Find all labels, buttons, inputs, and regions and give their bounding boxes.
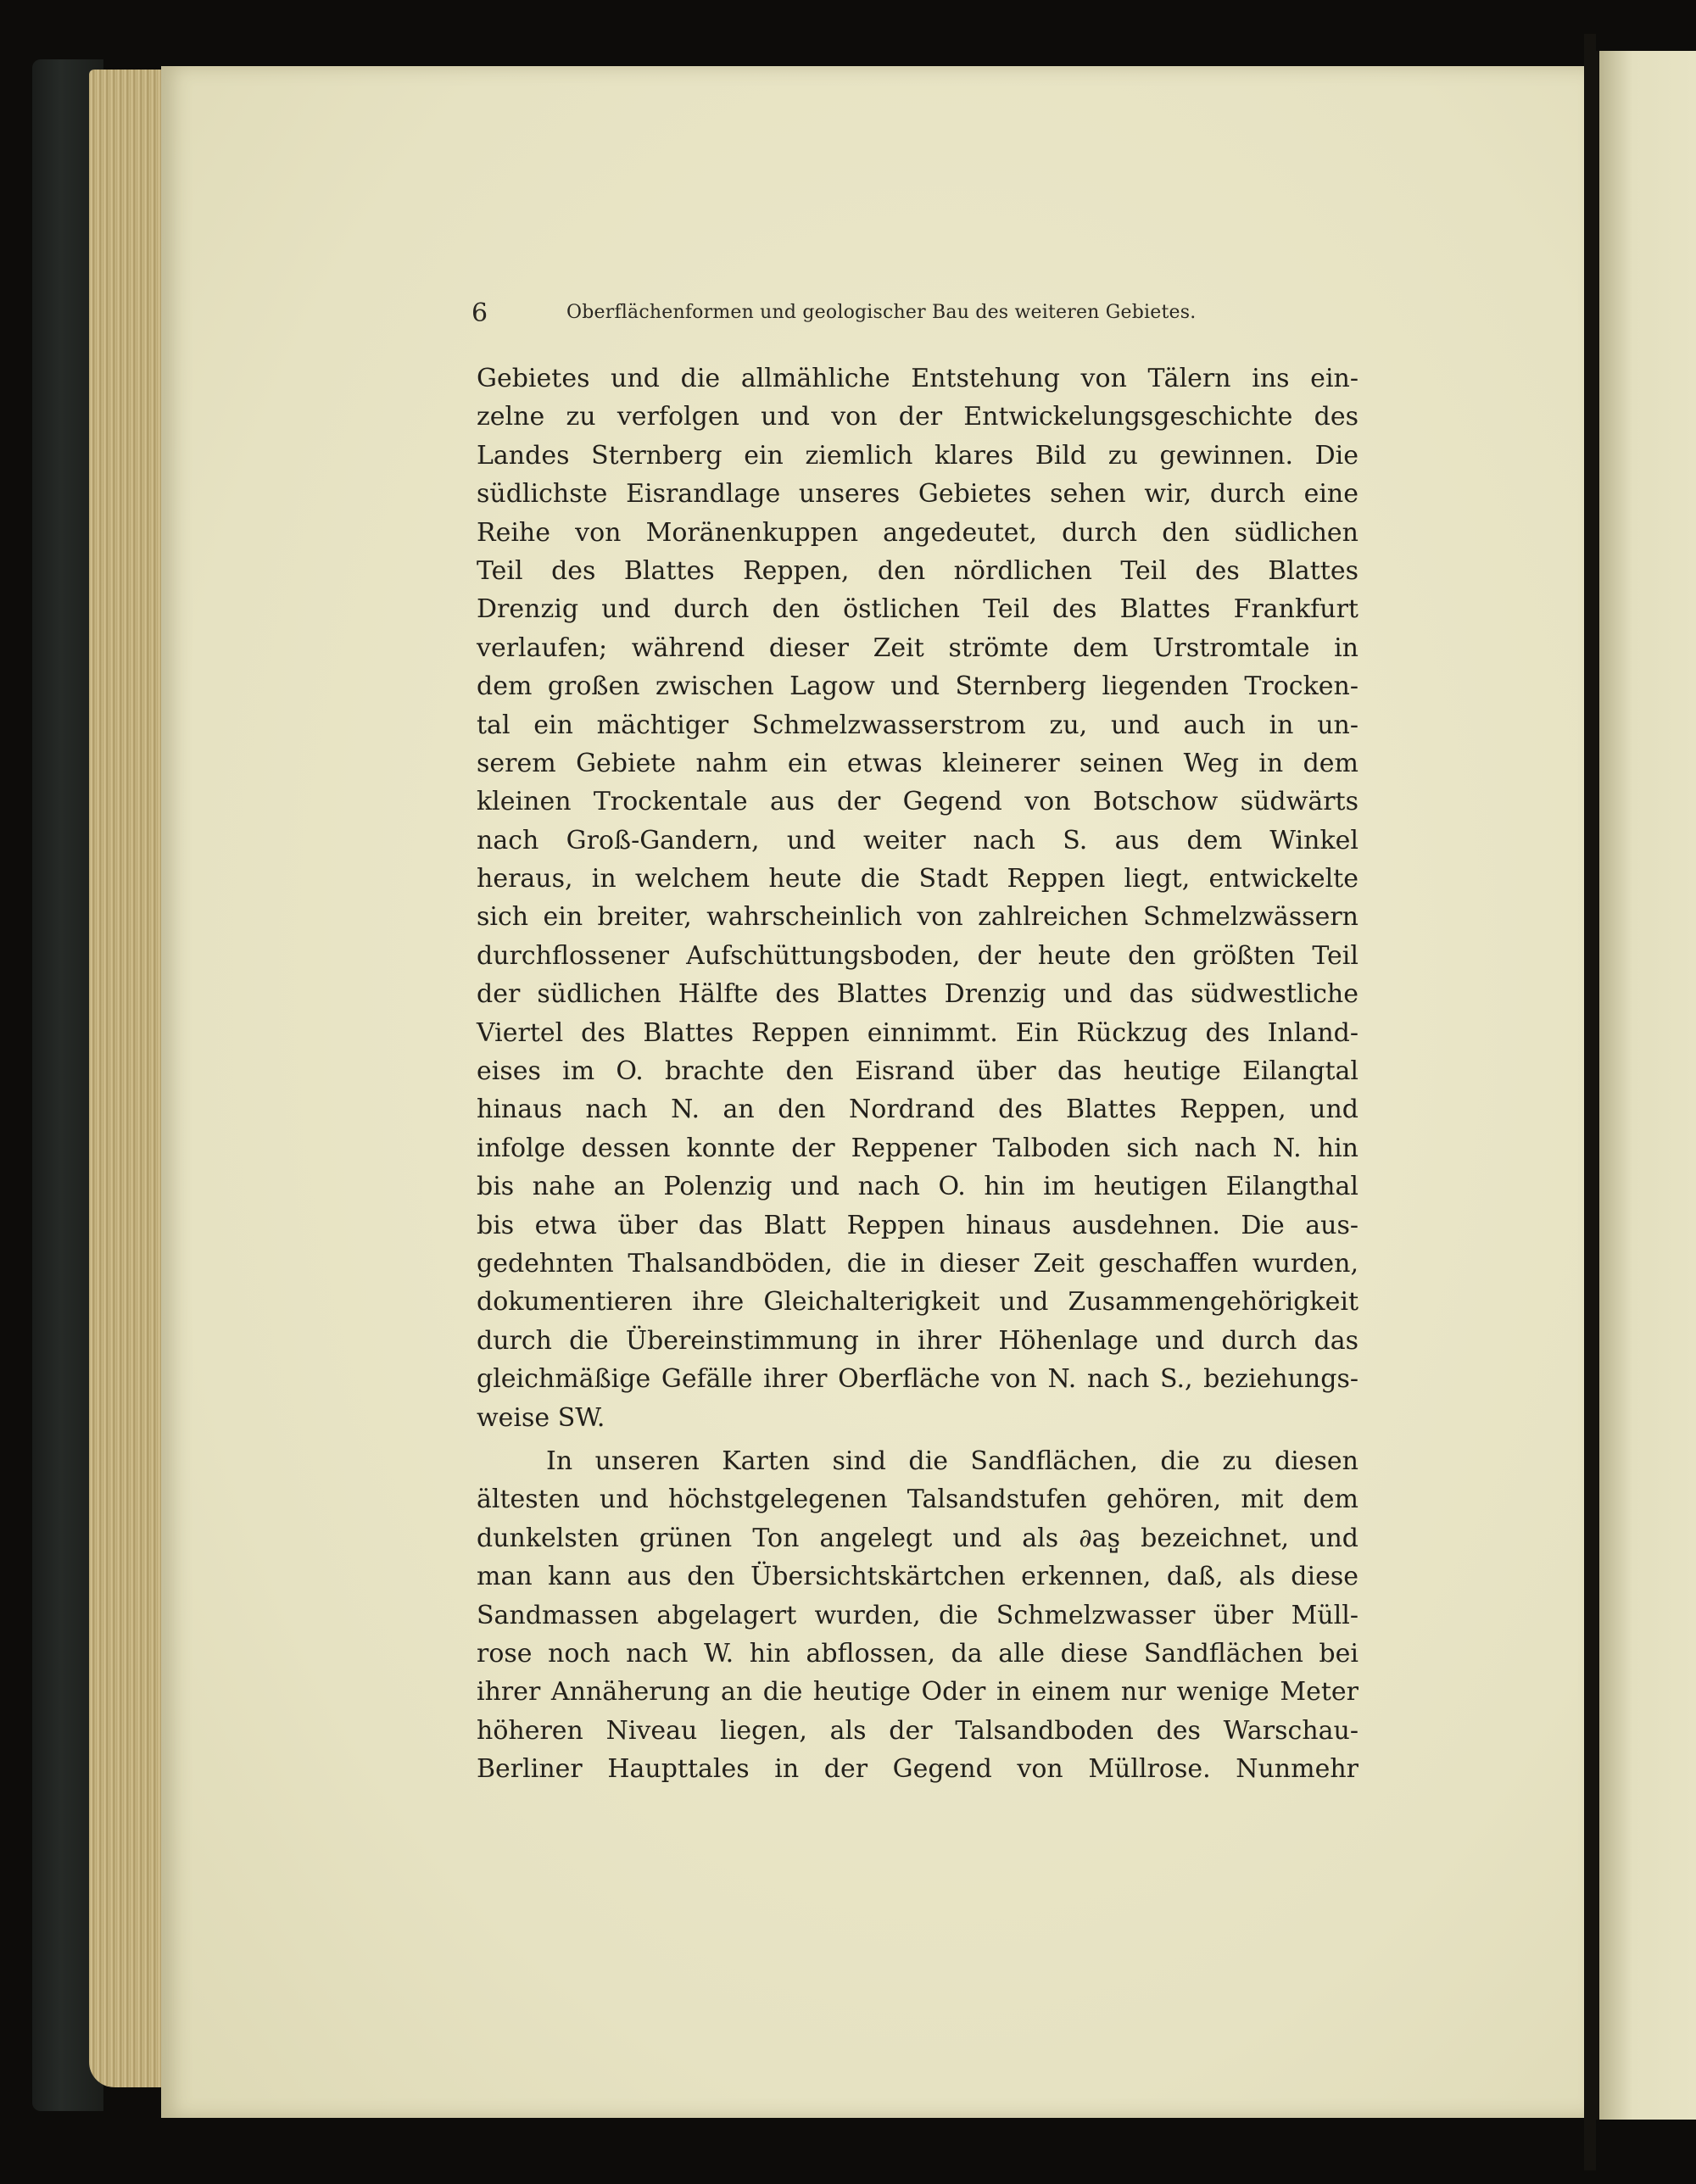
text-line: Sandmassen abgelagert wurden, die Schmelzwasser über Müll-	[477, 1600, 1358, 1630]
text-line: Gebietes und die allmähliche Entstehung von Tälern ins ein-	[477, 364, 1358, 393]
text-line: tal ein mächtiger Schmelzwasserstrom zu, und auch in un-	[477, 710, 1358, 740]
running-title: Oberflächenformen und geologischer Bau des weiteren Gebietes.	[566, 302, 1197, 323]
text-line: südlichste Eisrandlage unseres Gebietes sehen wir, durch eine	[477, 479, 1358, 510]
text-line: ältesten und höchstgelegenen Talsandstufen gehören, mit dem	[477, 1485, 1358, 1515]
text-line: nach Groß-Gandern, und weiter nach S. aus dem Winkel	[477, 825, 1358, 855]
text-line: dokumentieren ihre Gleichalterigkeit und Zusammengehörigkeit	[477, 1287, 1358, 1318]
text-line: Berliner Haupttales in der Gegend von Müllrose. Nunmehr	[477, 1754, 1358, 1785]
text-line: eises im O. brachte den Eisrand über das heutige Eilangtal	[477, 1056, 1358, 1087]
text-line: gleichmäßige Gefälle ihrer Oberfläche von N. nach S., beziehungs-	[477, 1364, 1358, 1395]
text-line: Viertel des Blattes Reppen einnimmt. Ein Rückzug des Inland-	[477, 1017, 1358, 1048]
text-line: kleinen Trockentale aus der Gegend von Botschow südwärts	[477, 787, 1358, 817]
text-line: man kann aus den Übersichtskärtchen erkennen, daß, als diese	[477, 1562, 1358, 1592]
text-line: Drenzig und durch den östlichen Teil des Blattes Frankfurt	[477, 594, 1358, 625]
text-line: bis nahe an Polenzig und nach O. hin im heutigen Eilangthal	[477, 1172, 1358, 1202]
paragraph-1	[477, 359, 1358, 1437]
text-line: Teil des Blattes Reppen, den nördlichen Teil des Blattes	[477, 555, 1358, 586]
page-edges	[89, 70, 167, 2087]
text-line: infolge dessen konnte der Reppener Talboden sich nach N. hin	[477, 1133, 1358, 1163]
page-header	[471, 298, 1260, 332]
text-line: heraus, in welchem heute die Stadt Reppen liegt, entwickelte	[477, 864, 1358, 894]
text-line: serem Gebiete nahm ein etwas kleinerer seinen Weg in dem	[477, 748, 1358, 778]
text-line: durchflossener Aufschüttungsboden, der heute den größten Teil	[477, 940, 1358, 971]
text-line: verlaufen; während dieser Zeit strömte dem Urstromtale in	[477, 632, 1358, 663]
text-line: der südlichen Hälfte des Blattes Drenzig und das südwestliche	[477, 979, 1358, 1010]
text-line: weise SW.	[477, 1402, 605, 1433]
text-line: Landes Sternberg ein ziemlich klares Bild zu gewinnen. Die	[477, 440, 1358, 471]
page-number: 6	[471, 298, 488, 328]
text-line: dunkelsten grünen Ton angelegt und als ∂as̺ bezeichnet, und	[477, 1523, 1358, 1553]
body-text	[477, 359, 1358, 1788]
text-line: hinaus nach N. an den Nordrand des Blattes Reppen, und	[477, 1095, 1358, 1125]
text-line: gedehnten Thalsandböden, die in dieser Zeit geschaffen wurden,	[477, 1248, 1358, 1279]
text-line: ihrer Annäherung an die heutige Oder in einem nur wenige Meter	[477, 1677, 1358, 1708]
text-line: höheren Niveau liegen, als der Talsandboden des Warschau-	[477, 1715, 1358, 1746]
text-line: In unseren Karten sind die Sandflächen, die zu diesen	[546, 1446, 1358, 1476]
text-line: dem großen zwischen Lagow und Sternberg liegenden Trocken-	[477, 671, 1358, 702]
text-line: durch die Übereinstimmung in ihrer Höhenlage und durch das	[477, 1325, 1358, 1356]
text-line: rose noch nach W. hin abflossen, da alle diese Sandflächen bei	[477, 1638, 1358, 1669]
text-line: bis etwa über das Blatt Reppen hinaus ausdehnen. Die aus-	[477, 1210, 1358, 1240]
text-line: zelne zu verfolgen und von der Entwickelungsgeschichte des	[477, 402, 1358, 432]
facing-page-edge	[1594, 51, 1696, 2120]
text-line: sich ein breiter, wahrscheinlich von zahlreichen Schmelzwässern	[477, 902, 1358, 933]
paragraph-2	[477, 1442, 1358, 1789]
text-line: Reihe von Moränenkuppen angedeutet, durch den südlichen	[477, 517, 1358, 548]
